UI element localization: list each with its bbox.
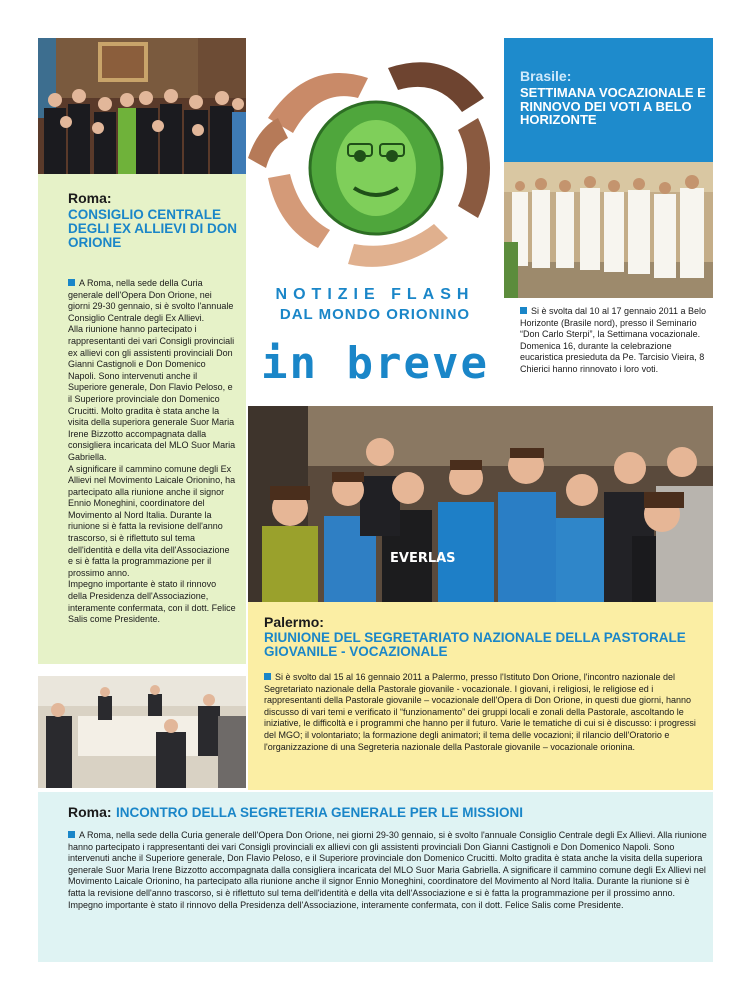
kicker-line2: DAL MONDO ORIONINO — [279, 306, 471, 323]
brasile-photo — [504, 162, 713, 298]
missioni-heading — [68, 804, 708, 822]
bullet-square-icon — [520, 307, 527, 314]
missioni-body: A Roma, nella sede della Curia generale dell'Opera Don Orione, nei giorni 29-30 gennaio, si è svolto l'annuale Consiglio Centrale degli Ex Allievi. Alla riunione hanno partecipato i rappresentanti dei vari Consigli provinciali ex allievi con gli assistenti provinciali Don Gianni Castignoli e Don Domenico Napoli. Sono intervenuti anche il Superiore generale, Don Flavio Peloso, e il Superiore provinciale don Domenico Crucitti. Molto gradita è stata anche la visita della superiora generale Suor Maria Irene Bizzotto accompagnata dalla consigliera incaricata del MLO Suor Maria Gabriella. A significare il cammino comune degli Ex Allievi nel Movimento Laicale Orionino, ha partecipato alla riunione anche il signor Ennio Moneghini, coordinatore del Movimento al Nord Italia. Durante la riunione si è fatta la revisione dell'anno trascorso, si è riflettuto sul tema dell'identità e della vita dell'Associazione e si è fatta la programmazione per il prossimo anno. Impegno importante è stato il rinnovo della Presidenza dell'Associazione, interamente confermata, con il dott. Felice Salis come Presidente. — [68, 830, 707, 910]
roma-city: Roma: — [68, 190, 112, 206]
headline: in breve — [261, 338, 489, 389]
palermo-title: RIUNIONE DEL SEGRETARIATO NAZIONALE DELLA PASTORALE GIOVANILE - VOCAZIONALE — [264, 630, 686, 660]
shirt-text: EVERLAS — [390, 551, 456, 566]
palermo-group-photo — [248, 406, 713, 602]
kicker-line1: NOTIZIE FLASH — [275, 286, 475, 303]
bullet-square-icon — [68, 831, 75, 838]
roma-group-photo — [38, 38, 246, 174]
bullet-square-icon — [68, 279, 75, 286]
brasile-city: Brasile: — [520, 68, 572, 84]
palermo-body: Si è svolto dal 15 al 16 gennaio 2011 a Palermo, presso l'Istituto Don Orione, l'incontro nazionale del Segretariato nazionale della Pastorale giovanile - vocazionale. I giovani, i religiosi, le religiose ed i rappresentanti della Pastorale giovanile – vocazionale dell'Opera di Don Orione, in questi due giorni, hanno discusso di vari temi e verificato il “funzionamento” dei gruppi locali e zonali della Pastorale, ascoltando le iniziative, le difficoltà e i programmi che hanno per il futuro. Varie le tematiche di cui si è discusso: i progressi del MGO; il volontariato; la formazione degli animatori; il tema delle vocazioni; il rilancio dell'Oratorio e l'organizzazione di una Segreteria nazionale della Pastorale giovanile – vocazionale orionina. — [264, 672, 696, 752]
kicker — [248, 286, 502, 323]
brasile-body: Si è svolta dal 10 al 17 gennaio 2011 a Belo Horizonte (Brasile nord), presso il Seminario “Don Carlo Sterpi”, la Settimana vocazionale. Domenica 16, durante la celebrazione eucaristica presieduta da Pe. Tarcisio Vieira, 8 Chierici hanno rinnovato i loro voti. — [520, 306, 706, 374]
palermo-city: Palermo: — [264, 614, 324, 630]
roma-title: CONSIGLIO CENTRALE DEGLI EX ALLIEVI DI DON ORIONE — [68, 207, 238, 251]
missioni-city: Roma: — [68, 804, 112, 820]
hands-globe-image — [248, 38, 502, 278]
brasile-title: SETTIMANA VOCAZIONALE E RINNOVO DEI VOTI A BELO HORIZONTE — [520, 85, 706, 128]
missioni-title: INCONTRO DELLA SEGRETERIA GENERALE PER LE MISSIONI — [116, 805, 524, 820]
bullet-square-icon — [264, 673, 271, 680]
roma-body: A Roma, nella sede della Curia generale dell'Opera Don Orione, nei giorni 29-30 gennaio, si è svolto l'annuale Consiglio Centrale degli Ex Allievi. Alla riunione hanno partecipato i rappresentanti dei vari Consigli provinciali ex allievi con gli assistenti provinciali Don Gianni Castignoli e Don Domenico Napoli. Sono intervenuti anche il Superiore generale, Don Flavio Peloso, e il Superiore provinciale don Domenico Crucitti. Molto gradita è stata anche la visita della superiora generale Suor Maria Irene Bizzotto accompagnata dalla consigliera incaricata del MLO Suor Maria Gabriella. A significare il cammino comune degli Ex Allievi nel Movimento Laicale Orionino, ha partecipato alla riunione anche il signor Ennio Moneghini, coordinatore del Movimento al Nord Italia. Durante la riunione si è fatta la revisione dell'anno trascorso, si è riflettuto sul tema dell'identità e della vita dell'Associazione e si è fatta la programmazione per il prossimo anno. Impegno importante è stato il rinnovo della Presidenza dell'Associazione, interamente confermata, con il dott. Felice Salis come Presidente. — [68, 278, 236, 625]
meeting-photo — [38, 676, 246, 788]
